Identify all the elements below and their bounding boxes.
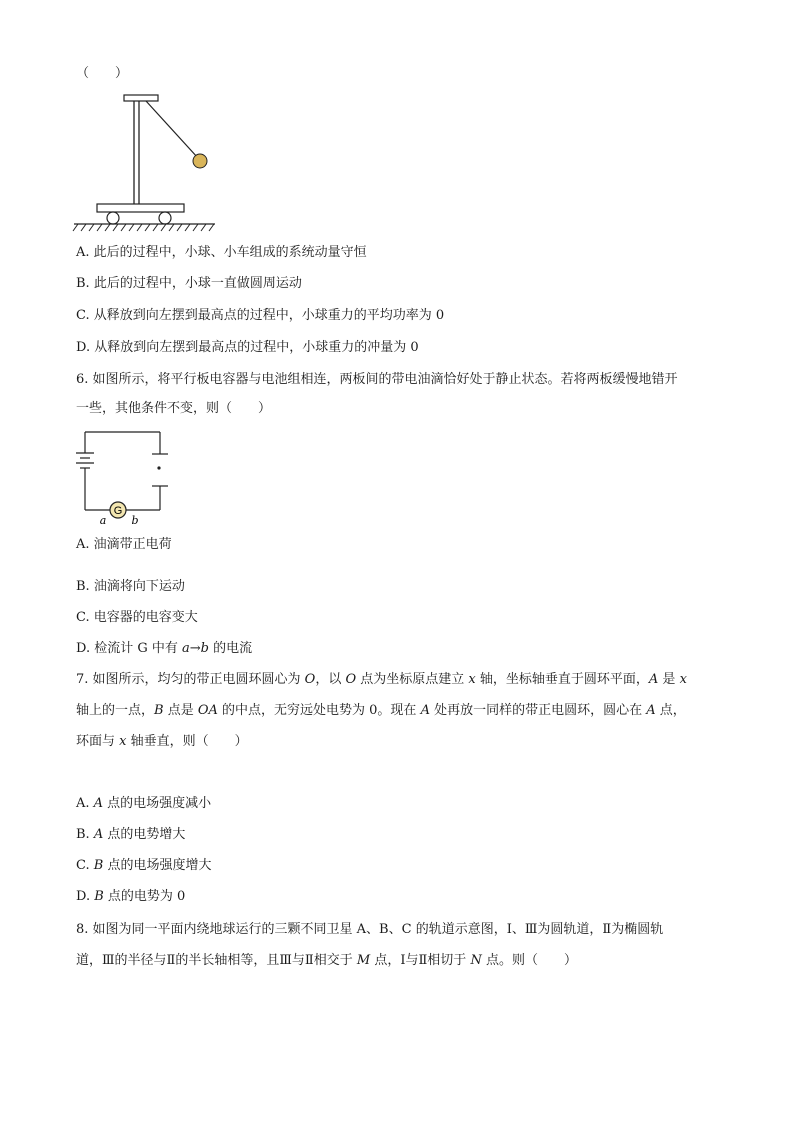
q7-stem-line1 [76, 670, 687, 690]
q5-option-d: D. 从释放到向左摆到最高点的过程中，小球重力的冲量为 0 [76, 340, 419, 355]
q5-answer-bracket: （ ） [76, 66, 129, 81]
pendulum-string [146, 101, 198, 158]
text-run: 环面与 [76, 734, 120, 749]
text-run: B. [76, 827, 94, 842]
math-variable: x [679, 672, 687, 687]
q7-option-c [76, 856, 211, 876]
capacitor-circuit-figure [70, 428, 180, 528]
q5-option-a: A. 此后的过程中，小球、小车组成的系统动量守恒 [76, 245, 367, 260]
text-run: 是 [658, 672, 680, 687]
text-run: 轴垂直，则（ ） [126, 734, 248, 749]
terminal-a-label: a [99, 514, 107, 527]
math-variable: A [93, 796, 104, 811]
math-variable: B [94, 889, 104, 904]
pendulum-top-beam [124, 95, 158, 101]
q6-option-a: A. 油滴带正电荷 [76, 537, 172, 552]
text-run: 点是 [163, 703, 198, 718]
q8-stem-line1: 8. 如图为同一平面内绕地球运行的三颗不同卫星 A、B、C 的轨道示意图，Ⅰ、Ⅲ为圆轨道，Ⅱ为椭圆轨 [76, 922, 664, 937]
text-run: 7. 如图所示，均匀的带正电圆环圆心为 [76, 672, 305, 687]
cart-body [97, 204, 184, 212]
math-variable: x [119, 734, 127, 749]
text-run: 点，Ⅰ与Ⅱ相切于 [370, 953, 471, 968]
text-run: 处再放一同样的带正电圆环，圆心在 [429, 703, 647, 718]
text-run: 点的电势增大 [103, 827, 186, 842]
q6-option-c: C. 电容器的电容变大 [76, 610, 198, 625]
terminal-b-label: b [131, 514, 139, 527]
text-run: 点， [655, 703, 686, 718]
q7-stem-line2 [76, 701, 686, 721]
text-run: 点的电场强度增大 [103, 858, 212, 873]
math-variable: M [356, 953, 371, 968]
text-run: 的中点，无穷远处电势为 0。现在 [217, 703, 421, 718]
cart-wheel-right [159, 212, 171, 224]
math-variable: OA [197, 703, 218, 718]
q6-option-d-prefix: D. 检流计 G 中有 [76, 641, 178, 656]
text-run: A. [76, 796, 94, 811]
q7-stem-line3 [76, 732, 248, 752]
math-variable: B [154, 703, 164, 718]
math-variable: B [93, 858, 104, 873]
q6-option-d-flow: a→b [182, 641, 209, 656]
math-variable: O [345, 672, 357, 687]
q6-option-d-suffix: 的电流 [213, 641, 253, 656]
pendulum-ball [193, 154, 207, 168]
text-run: D. [76, 889, 95, 904]
text-run: 道，Ⅲ的半径与Ⅱ的半长轴相等，且Ⅲ与Ⅱ相交于 [76, 953, 357, 968]
q7-option-b [76, 825, 185, 845]
q8-stem-line2 [76, 951, 577, 971]
math-variable: O [304, 672, 316, 687]
cart-wheel-left [107, 212, 119, 224]
q6-stem-line1: 6. 如图所示，将平行板电容器与电池组相连，两板间的带电油滴恰好处于静止状态。若将两板缓慢地错开 [76, 372, 678, 387]
q7-option-d [76, 887, 185, 907]
q5-option-b: B. 此后的过程中，小球一直做圆周运动 [76, 276, 302, 291]
math-variable: A [420, 703, 430, 718]
q6-stem-line2: 一些，其他条件不变，则（ ） [76, 401, 272, 416]
math-variable: A [646, 703, 656, 718]
text-run: 点为坐标原点建立 [356, 672, 469, 687]
text-run: 轴上的一点， [76, 703, 155, 718]
math-variable: A [93, 827, 104, 842]
q5-option-c: C. 从释放到向左摆到最高点的过程中，小球重力的平均功率为 0 [76, 308, 445, 323]
math-variable: A [648, 672, 659, 687]
pendulum-cart-figure [72, 92, 222, 242]
q6-option-d [76, 639, 252, 659]
math-variable: x [468, 672, 476, 687]
math-variable: N [470, 953, 482, 968]
oil-droplet [157, 466, 160, 469]
q6-option-b: B. 油滴将向下运动 [76, 579, 185, 594]
text-run: 轴，坐标轴垂直于圆环平面， [475, 672, 649, 687]
galvanometer-label: G [113, 505, 123, 517]
q7-option-a [76, 794, 211, 814]
text-run: 点的电场强度减小 [103, 796, 212, 811]
text-run: C. [76, 858, 94, 873]
text-run: 点。则（ ） [481, 953, 577, 968]
text-run: 点的电势为 0 [103, 889, 186, 904]
text-run: ，以 [315, 672, 346, 687]
